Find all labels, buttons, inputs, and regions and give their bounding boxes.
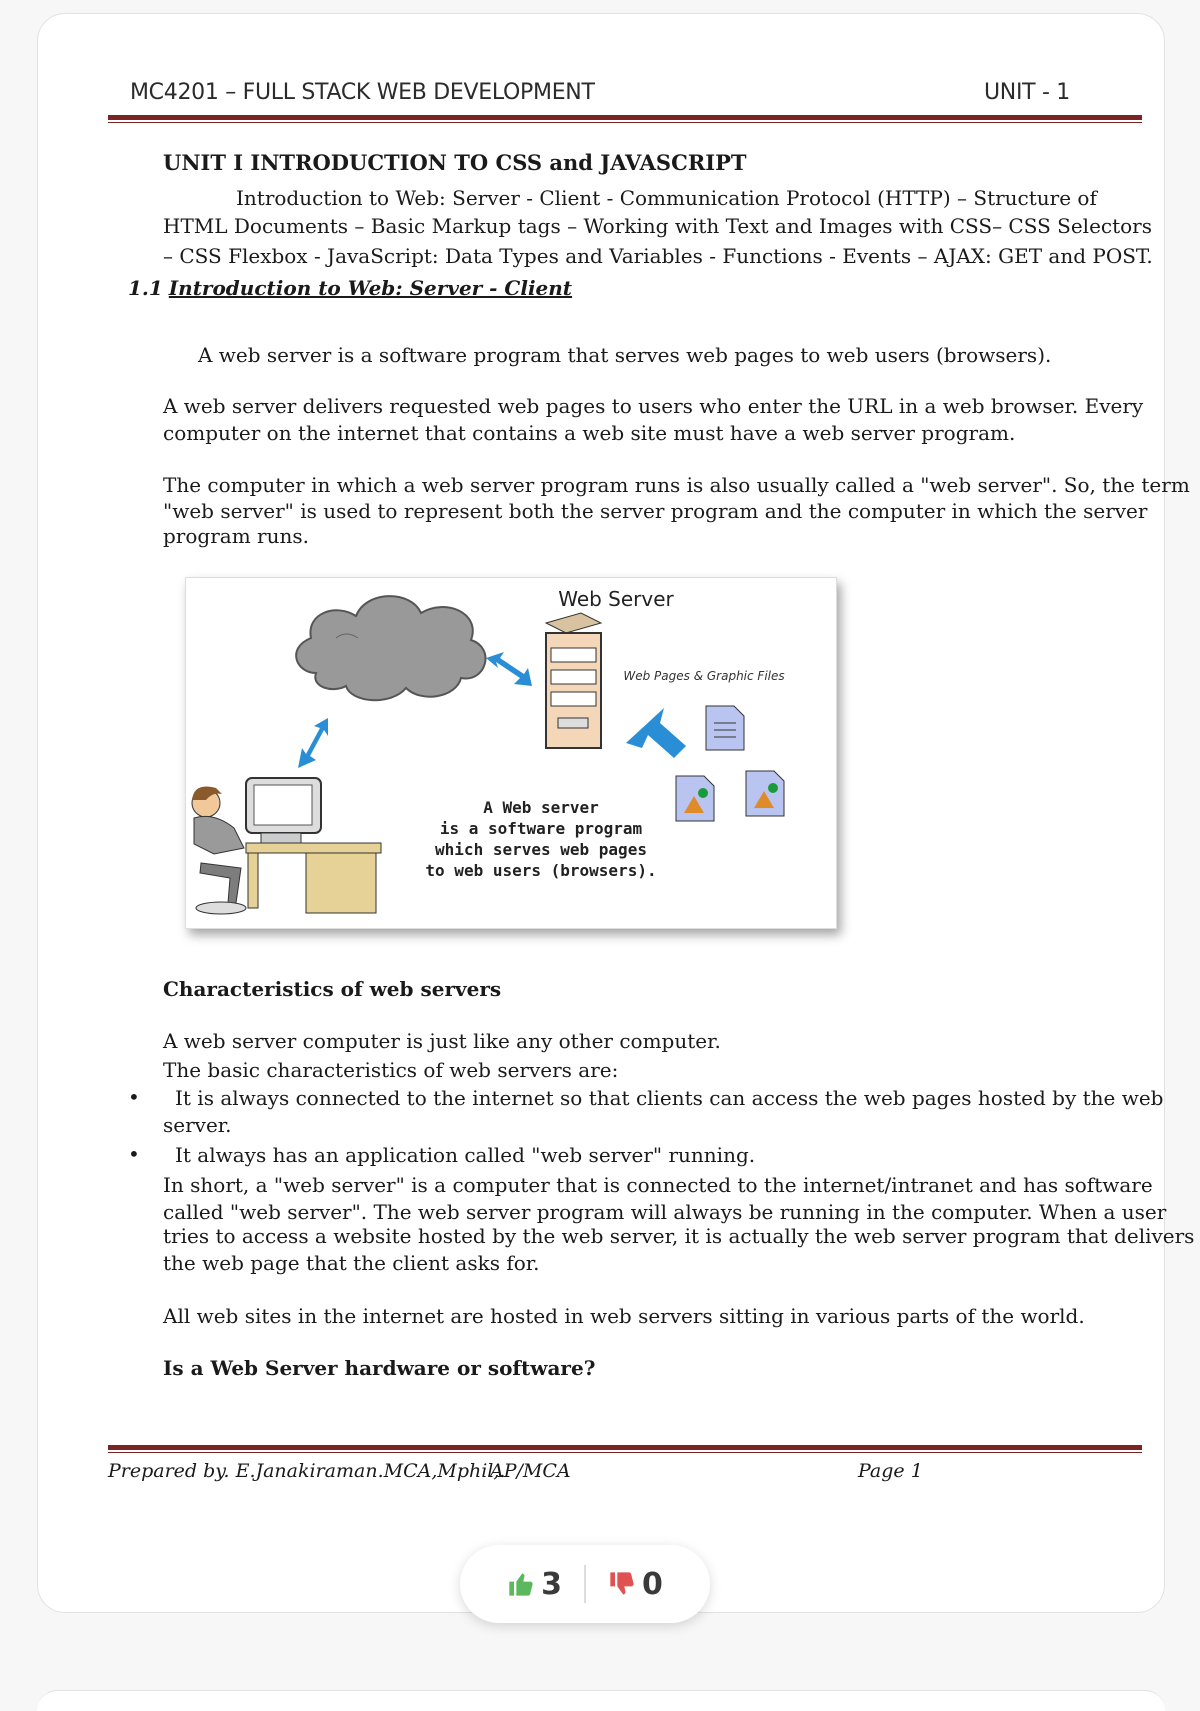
syllabus-line-1: Introduction to Web: Server - Client - Communication Protocol (HTTP) – Structure of — [236, 186, 1097, 210]
user-at-computer-icon — [192, 778, 381, 914]
paragraph-2-line-1: A web server delivers requested web pages to users who enter the URL in a web browser. Every — [163, 394, 1144, 418]
internet-cloud-icon — [296, 596, 485, 700]
paragraph-3-line-1: The computer in which a web server program runs is also usually called a "web server". So, the term — [163, 473, 1190, 497]
closing-paragraph: All web sites in the internet are hosted in web servers sitting in various parts of the world. — [163, 1304, 1085, 1328]
figure-caption-line-4: to web users (browsers). — [425, 861, 657, 880]
paragraph-1: A web server is a software program that serves web pages to web users (browsers). — [198, 343, 1052, 367]
bullet-marker: • — [128, 1085, 140, 1109]
downvote-count: 0 — [642, 1566, 663, 1602]
summary-line-3: tries to access a website hosted by the web server, it is actually the web server program that delivers — [163, 1224, 1195, 1248]
syllabus-line-3: – CSS Flexbox - JavaScript: Data Types and Variables - Functions - Events – AJAX: GET and POST. — [163, 244, 1153, 268]
thumbs-up-icon — [507, 1570, 535, 1598]
bullet-1-line-2: server. — [163, 1113, 232, 1137]
question-heading: Is a Web Server hardware or software? — [163, 1356, 596, 1380]
thumbs-down-icon — [608, 1570, 636, 1598]
figure-caption-line-1: A Web server — [483, 798, 599, 817]
syllabus-line-2: HTML Documents – Basic Markup tags – Working with Text and Images with CSS– CSS Selectors — [163, 214, 1153, 238]
page-header — [130, 80, 1070, 105]
paragraph-2-line-2: computer on the internet that contains a web site must have a web server program. — [163, 421, 1016, 445]
figure-caption-line-2: is a software program — [439, 819, 643, 838]
summary-line-4: the web page that the client asks for. — [163, 1251, 540, 1275]
unit-label: UNIT - 1 — [983, 80, 1070, 105]
figure-caption-line-3: which serves web pages — [435, 840, 647, 859]
bullet-marker: • — [128, 1142, 140, 1166]
graphic-file-icon — [676, 776, 714, 821]
characteristics-intro-1: A web server computer is just like any other computer. — [163, 1029, 721, 1053]
footer-dept: AP/MCA — [490, 1460, 571, 1482]
downvote-button[interactable] — [586, 1567, 685, 1602]
graphic-file-icon — [746, 771, 784, 816]
paragraph-3-line-2: "web server" is used to represent both the server program and the computer in which the server — [163, 499, 1148, 523]
files-label: Web Pages & Graphic Files — [623, 669, 785, 683]
footer-rule — [108, 1445, 1142, 1450]
section-heading — [128, 276, 572, 300]
footer-page: Page 1 — [858, 1460, 923, 1482]
characteristics-heading: Characteristics of web servers — [163, 977, 502, 1001]
figure-title: Web Server — [558, 587, 674, 611]
server-tower-icon — [546, 613, 601, 748]
paragraph-3-line-3: program runs. — [163, 524, 309, 548]
web-page-document-icon — [706, 706, 744, 750]
next-page-edge — [37, 1690, 1165, 1711]
upvote-count: 3 — [541, 1566, 562, 1602]
upvote-button[interactable] — [485, 1567, 584, 1602]
web-server-illustration — [186, 578, 836, 928]
summary-line-2: called "web server". The web server program will always be running in the computer. When a user — [163, 1200, 1167, 1224]
section-number: 1.1 — [128, 276, 163, 300]
header-rule — [108, 115, 1142, 120]
section-title: Introduction to Web: Server - Client — [168, 276, 573, 300]
footer-author: Prepared by. E.Janakiraman.MCA,Mphil,. — [108, 1460, 506, 1482]
vote-widget — [460, 1545, 710, 1623]
delivery-arrow-icon — [626, 708, 686, 758]
bullet-2: It always has an application called "web server" running. — [175, 1143, 756, 1167]
bullet-1-line-1: It is always connected to the internet so that clients can access the web pages hosted by the web — [175, 1086, 1164, 1110]
course-title: MC4201 – FULL STACK WEB DEVELOPMENT — [130, 80, 595, 105]
unit-title: UNIT I INTRODUCTION TO CSS and JAVASCRIPT — [163, 150, 747, 175]
characteristics-intro-2: The basic characteristics of web servers are: — [163, 1058, 619, 1082]
summary-line-1: In short, a "web server" is a computer that is connected to the internet/intranet and has software — [163, 1173, 1153, 1197]
web-server-diagram — [185, 577, 837, 929]
